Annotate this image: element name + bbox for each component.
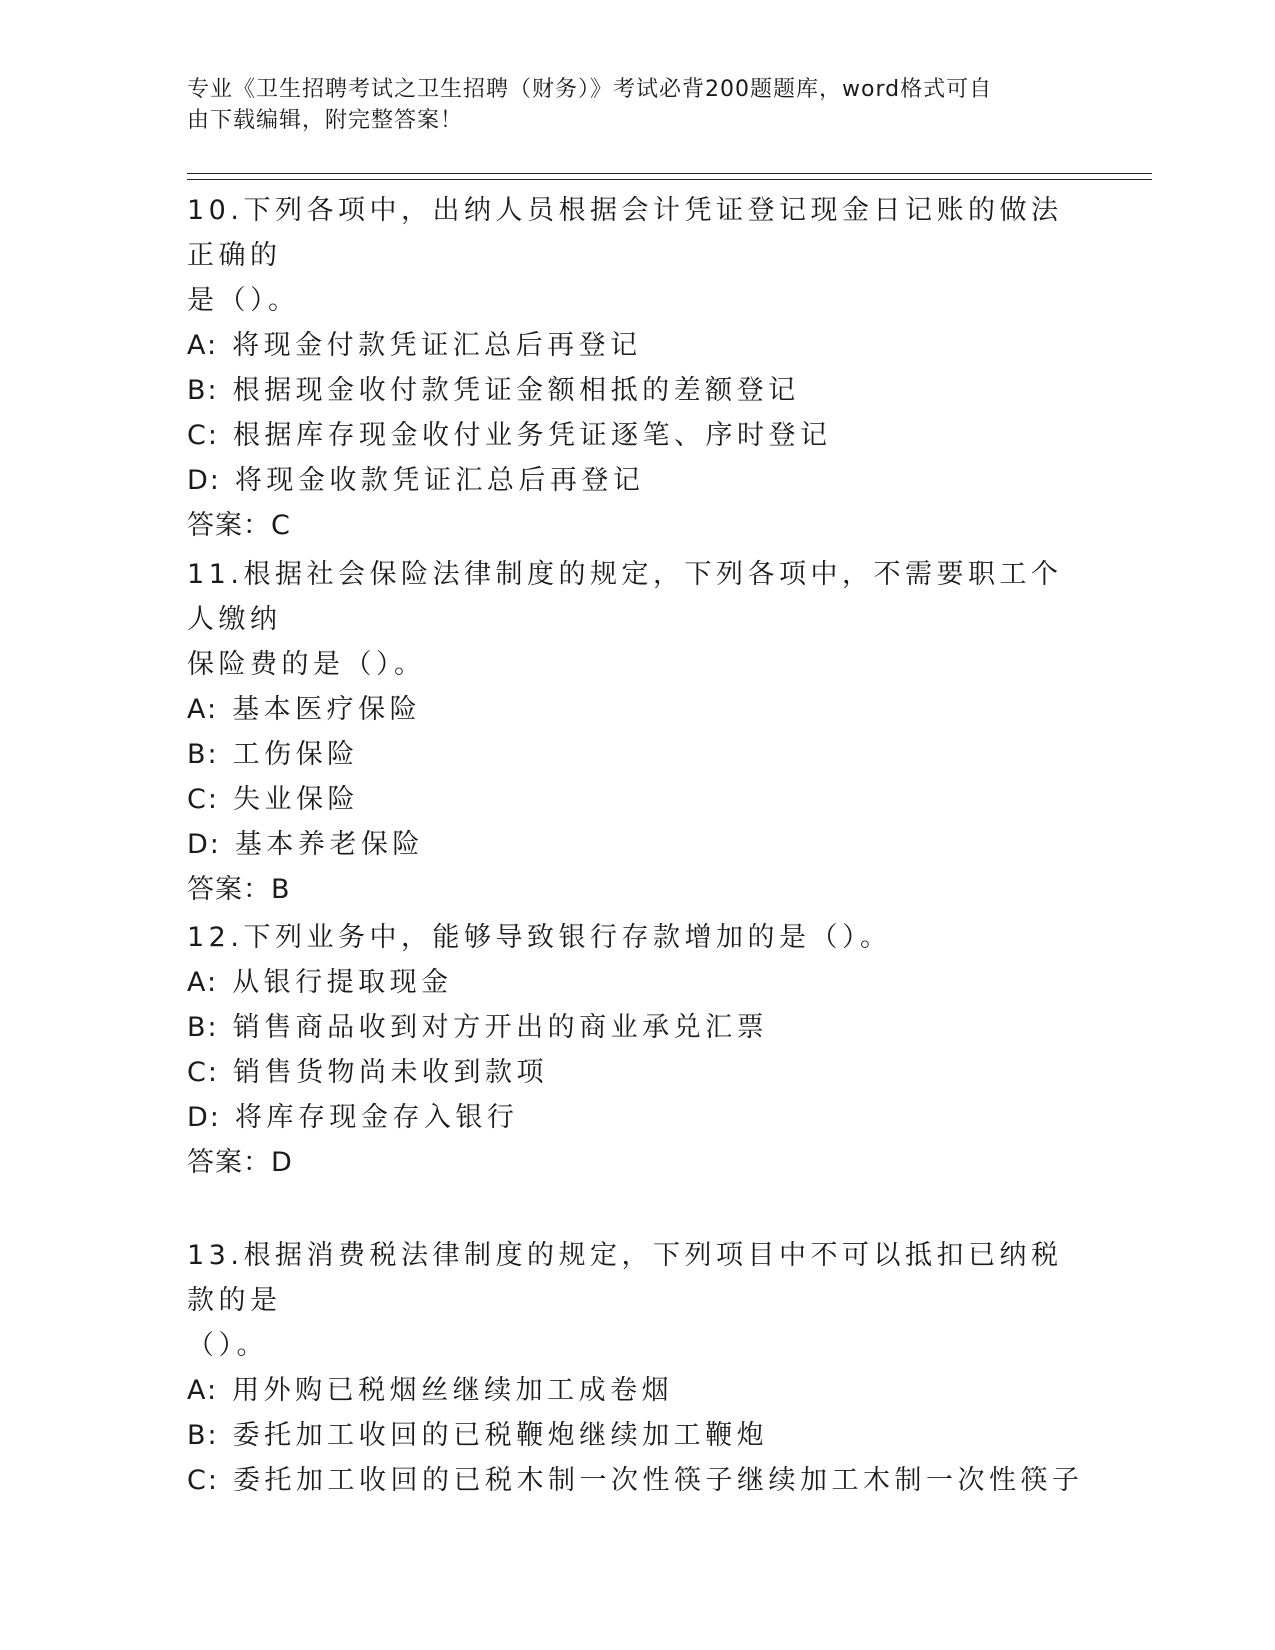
option-letter: A: (187, 967, 219, 998)
answer-line: 答案：C (187, 510, 291, 541)
option-text: 根据现金收付款凭证金额相抵的差额登记 (232, 375, 800, 406)
option-text: 将库存现金存入银行 (234, 1102, 519, 1133)
option-a (187, 1368, 1087, 1413)
option-a (187, 687, 1087, 732)
option-c (187, 777, 1087, 822)
question-11 (187, 552, 1087, 912)
option-text: 用外购已税烟丝继续加工成卷烟 (232, 1375, 674, 1406)
option-d (187, 1095, 1087, 1140)
option-letter: B: (187, 739, 219, 770)
option-letter: C: (187, 420, 219, 451)
option-letter: B: (187, 1420, 219, 1451)
option-letter: C: (187, 1465, 219, 1496)
option-letter: A: (187, 330, 219, 361)
option-text: 委托加工收回的已税木制一次性筷子继续加工木制一次性筷子 (232, 1465, 1084, 1496)
answer-line: 答案：B (187, 874, 291, 905)
question-13 (187, 1233, 1087, 1503)
option-text: 基本医疗保险 (232, 694, 422, 725)
option-b (187, 1413, 1087, 1458)
option-c (187, 1050, 1087, 1095)
question-stem-line-1: 13.根据消费税法律制度的规定，下列项目中不可以抵扣已纳税款的是 (187, 1240, 1063, 1316)
option-letter: B: (187, 375, 219, 406)
option-text: 失业保险 (232, 784, 359, 815)
option-letter: A: (187, 694, 219, 725)
question-stem-line-2: 是（）。 (187, 285, 300, 316)
option-c (187, 413, 1087, 458)
document-header (187, 74, 1087, 136)
option-text: 将现金收款凭证汇总后再登记 (234, 465, 645, 496)
header-line-2: 由下载编辑，附完整答案！ (187, 108, 464, 133)
question-10 (187, 188, 1087, 548)
question-stem-line-2: 保险费的是（）。 (187, 649, 426, 680)
option-a (187, 323, 1087, 368)
option-d (187, 822, 1087, 867)
answer-line: 答案：D (187, 1147, 293, 1178)
option-text: 工伤保险 (232, 739, 359, 770)
question-stem-line-1: 12.下列业务中，能够导致银行存款增加的是（）。 (187, 922, 892, 953)
option-text: 基本养老保险 (234, 829, 424, 860)
question-12 (187, 915, 1087, 1185)
question-stem-line-1: 11.根据社会保险法律制度的规定，下列各项中，不需要职工个人缴纳 (187, 559, 1063, 635)
option-text: 根据库存现金收付业务凭证逐笔、序时登记 (232, 420, 832, 451)
option-letter: D: (187, 465, 221, 496)
option-letter: D: (187, 1102, 221, 1133)
option-letter: B: (187, 1012, 219, 1043)
option-letter: A: (187, 1375, 219, 1406)
question-stem-line-2: （）。 (187, 1330, 268, 1361)
header-divider-bottom (187, 179, 1152, 180)
option-a (187, 960, 1087, 1005)
option-b (187, 368, 1087, 413)
option-b (187, 732, 1087, 777)
option-text: 销售商品收到对方开出的商业承兑汇票 (232, 1012, 769, 1043)
option-text: 委托加工收回的已税鞭炮继续加工鞭炮 (232, 1420, 769, 1451)
option-letter: C: (187, 1057, 219, 1088)
question-stem-line-1: 10.下列各项中，出纳人员根据会计凭证登记现金日记账的做法正确的 (187, 195, 1063, 271)
header-line-1: 专业《卫生招聘考试之卫生招聘（财务）》考试必背200题题库，word格式可自 (187, 77, 993, 102)
option-text: 将现金付款凭证汇总后再登记 (232, 330, 642, 361)
option-d (187, 458, 1087, 503)
option-text: 销售货物尚未收到款项 (232, 1057, 548, 1088)
option-letter: D: (187, 829, 221, 860)
option-letter: C: (187, 784, 219, 815)
header-divider-top (187, 173, 1152, 174)
option-c (187, 1458, 1087, 1503)
option-b (187, 1005, 1087, 1050)
option-text: 从银行提取现金 (232, 967, 453, 998)
